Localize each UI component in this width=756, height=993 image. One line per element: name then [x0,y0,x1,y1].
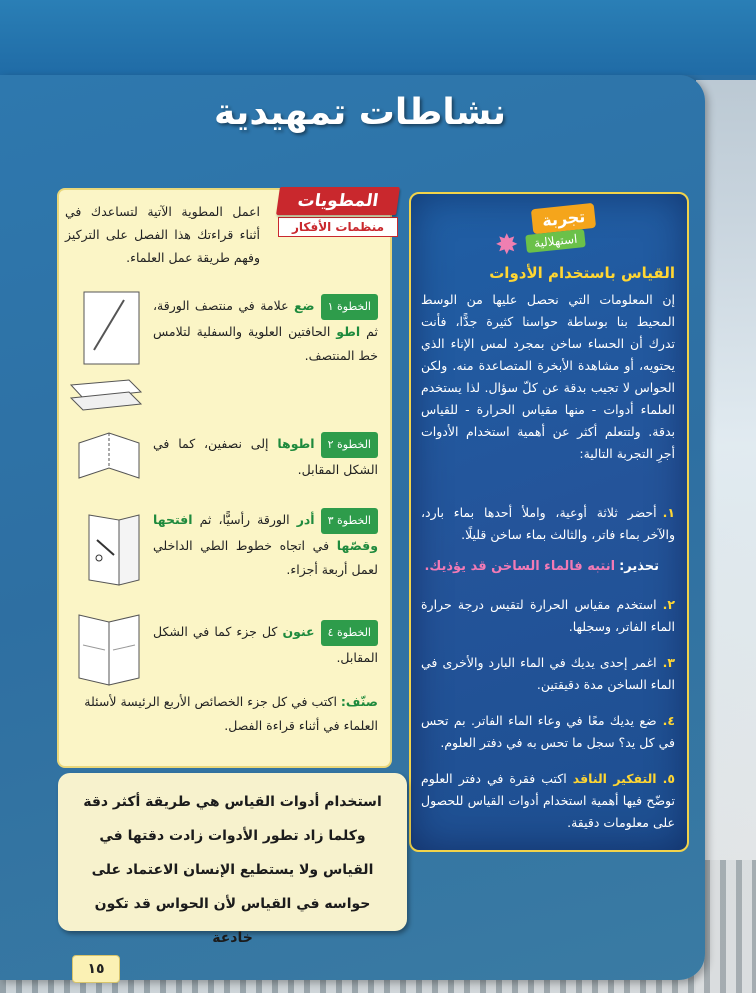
launch-lab-badge [495,206,595,261]
step-number: ٢. [662,597,675,612]
lab-glassware-photo [696,80,756,993]
foldables-card [57,188,392,768]
step-number: ١. [662,505,675,520]
experiment-title: القياس باستخدام الأدوات [489,264,675,282]
step-number: ٥. [662,771,675,786]
summary-label: صنّف: [340,694,378,709]
fold-step-1-figure [69,290,144,430]
step-text: استخدم مقياس الحرارة لتقيس درجة حرارة الماء الفاتر، وسجلها. [421,597,675,634]
step-verb: افتحها وقصّها [153,512,378,553]
fold-step-1 [153,294,378,368]
step-badge: الخطوة ١ [321,294,378,320]
launch-lab-card [409,192,689,852]
page-title: نشاطات تمهيدية [213,92,507,133]
foldables-summary [68,690,378,738]
step-number: ٣. [662,655,675,670]
starburst-icon: ✸ [495,228,519,261]
launch-lab-badge-top: تجربة [531,203,596,234]
safety-warning [424,559,659,574]
experiment-step-3 [421,652,675,696]
step-verb: اطوها [277,436,315,451]
foldables-tag-subtitle: منظمات الأفكار [278,217,398,237]
fold-step-4 [153,620,378,670]
foldables-tag-title: المطويات [276,187,400,215]
step-text: اكتب فقرة في دفتر العلوم توضّح فيها أهمية استخدام أدوات القياس للحصول على معلومات دقيقة. [421,771,675,830]
answer-box: استخدام أدوات القياس هي طريقة أكثر دقة وكلما زاد تطور الأدوات زادت دقتها في القياس ولا يستطيع الإنسان الاعتماد على حواسه في القياس لأن الحواس قد تكون خادعة [58,773,407,931]
fold-step-2-figure [69,428,144,488]
experiment-step-2 [421,594,675,638]
fold-step-3 [153,508,378,582]
experiment-intro: إن المعلومات التي نحصل عليها من الوسط المحيط بنا بوساطة حواسنا كثيرة جدًّا، فأنت تدرك أن الحساء ساخن بمجرد لمس الإناء الذي يحتويه، أو مشاهدة الأبخرة المتصاعدة منه. ولكن الحواس لا تجيب بدقة عن كلّ سؤال. لذا يستخدم العلماء أدوات - منها مقياس الحرارة - للقياس بدقة. ولتتعلم أكثر عن أهمية استخدام الأدوات أجرِ التجربة التالية: [421,292,675,461]
step-text: في اتجاه خطوط الطي الداخلي لعمل أربعة أجزاء. [153,538,378,577]
step-verb: ضع [293,298,315,313]
step-badge: الخطوة ٣ [321,508,378,534]
experiment-step-1 [421,502,675,546]
step-verb: أدر [296,512,315,527]
warning-label: تحذير: [619,559,659,574]
step-text: إلى نصفين، كما في الشكل المقابل. [153,436,378,477]
launch-lab-badge-bottom: استهلالية [525,229,586,253]
step-text: الحافتين العلوية والسفلية لتلامس خط المنتصف. [153,324,378,363]
summary-text: اكتب في كل جزء الخصائص الأربع الرئيسة لأسئلة العلماء في أثناء قراءة الفصل. [84,694,378,733]
step-text: اغمر إحدى يديك في الماء البارد والأخرى في الماء الساخن مدة دقيقتين. [421,655,675,692]
foldables-intro: اعمل المطوية الآتية لتساعدك في أثناء قراءتك هذا الفصل على التركيز وفهم طريقة عمل العلماء. [65,204,260,265]
step-verb: اطو [336,324,361,339]
foldables-tag [278,187,398,237]
experiment-step-4 [421,710,675,754]
step-badge: الخطوة ٢ [321,432,378,458]
top-banner [0,0,756,80]
step-badge: الخطوة ٤ [321,620,378,646]
fold-step-3-figure [69,510,144,590]
experiment-step-5 [421,768,675,834]
critical-thinking-label: التفكير الناقد [572,771,657,786]
step-text: الورقة رأسيًّا، ثم [192,512,297,527]
step-number: ٤. [662,713,675,728]
step-verb: عنون [282,624,315,639]
step-text: أحضر ثلاثة أوعية، واملأ أحدها بماء بارد، والآخر بماء فاتر، والثالث بماء ساخن قليلًا. [421,505,675,542]
step-text: علامة في منتصف الورقة، ثم [153,298,378,339]
step-text: ضع يديك معًا في وعاء الماء الفاتر. بم تحس في كل يد؟ سجل ما تحس به في دفتر العلوم. [421,713,675,750]
warning-text: انتبه فالماء الساخن قد يؤذيك. [424,559,616,574]
page-number: ١٥ [72,955,120,983]
fold-step-4-figure [69,610,144,690]
step-text: كل جزء كما في الشكل المقابل. [153,624,378,665]
fold-step-2 [153,432,378,482]
